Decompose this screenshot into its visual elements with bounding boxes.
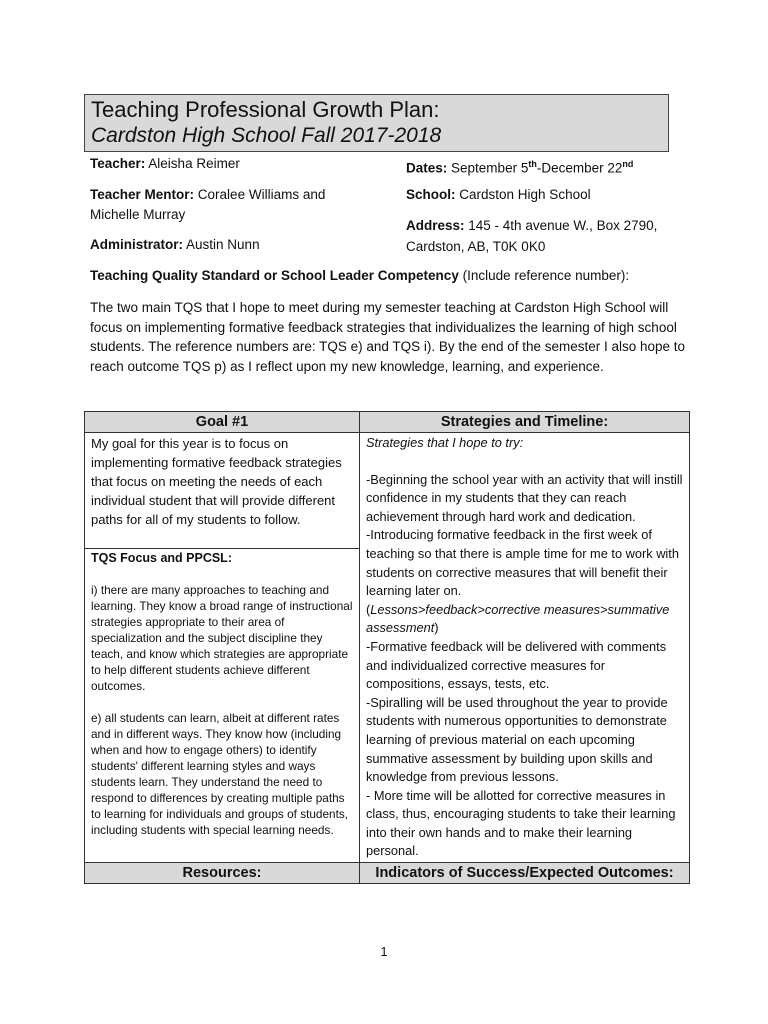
- document-title: Teaching Professional Growth Plan:: [91, 97, 440, 122]
- goal-row: [85, 433, 690, 549]
- strategy-2-sequence: [366, 601, 683, 638]
- teacher-label: Teacher:: [90, 156, 146, 171]
- tqs-heading-label: Teaching Quality Standard or School Leader Competency: [90, 268, 459, 283]
- administrator-label: Administrator:: [90, 237, 184, 252]
- strategy-5: - More time will be allotted for corrective measures in class, thus, encouraging students to take their learning into their own hands and to make their learning personal.: [366, 787, 676, 859]
- resources-header: Resources:: [85, 863, 360, 884]
- dates-end-sup: nd: [622, 159, 634, 169]
- school-label: School:: [406, 187, 456, 202]
- strategy-2-italic: Lessons>feedback>corrective measures>summative assessment: [366, 601, 670, 636]
- teacher-field: [90, 154, 390, 174]
- goal-header: Goal #1: [85, 412, 360, 433]
- title-box: [84, 94, 669, 152]
- strategy-2-paren-open: (: [366, 601, 371, 617]
- address-label: Address:: [406, 218, 465, 233]
- school-field: [406, 185, 706, 205]
- mentor-value: Coralee Williams and Michelle Murray: [90, 187, 326, 222]
- administrator-value: Austin Nunn: [186, 237, 260, 252]
- mentor-label: Teacher Mentor:: [90, 187, 195, 202]
- document-subtitle: Cardston High School Fall 2017-2018: [91, 124, 442, 147]
- tqs-focus-cell: [85, 549, 360, 863]
- goal-text: My goal for this year is to focus on implementing formative feedback strategies that focus on meeting the needs of each individual student that will provide different paths for all of my students to follow.: [85, 433, 360, 549]
- dates-start-sup: th: [528, 159, 537, 169]
- strategy-2-paren-close: ): [434, 620, 439, 636]
- teacher-value: Aleisha Reimer: [148, 156, 240, 171]
- tqs-heading: [90, 268, 629, 283]
- strategies-lead: Strategies that I hope to try:: [366, 435, 524, 450]
- strategy-3: -Formative feedback will be delivered with comments and individualized corrective measures for compositions, essays, tests, etc.: [366, 638, 667, 692]
- tqs-i-text: i) there are many approaches to teaching and learning. They know a broad range of instructional strategies appropriate to their area of specialization and the subject discipline they teach, and know which strategies are appropriate to help different students achieve different outcomes.: [91, 583, 353, 693]
- dates-label: Dates:: [406, 160, 448, 176]
- school-value: Cardston High School: [459, 187, 591, 202]
- table-header-row: [85, 412, 690, 433]
- dates-start: September 5: [451, 160, 529, 176]
- tqs-focus-heading: TQS Focus and PPCSL:: [91, 551, 232, 565]
- strategy-2: -Introducing formative feedback in the first week of teaching so that there is ample time for me to work with students on corrective measures that will benefit their learning later on.: [366, 527, 679, 599]
- page-number: 1: [380, 944, 388, 959]
- strategy-4: -Spiralling will be used throughout the year to provide students with numerous opportunities to demonstrate learning of previous material on each upcoming summative assessment by building upon skills and knowledge from previous lessons.: [366, 694, 668, 785]
- strategy-1: -Beginning the school year with an activity that will instill confidence in my students that they can reach achievement through hard work and dedication.: [366, 471, 683, 524]
- administrator-field: [90, 235, 390, 255]
- dates-field: [406, 154, 706, 179]
- dates-end: -December 22: [536, 160, 623, 176]
- address-line1: 145 - 4th avenue W., Box 2790,: [468, 218, 658, 233]
- address-line2: Cardston, AB, T0K 0K0: [406, 239, 546, 254]
- resources-header-row: [85, 863, 690, 884]
- growth-plan-table: [84, 411, 690, 884]
- strategies-header: Strategies and Timeline:: [360, 412, 690, 433]
- strategies-cell: [360, 433, 690, 863]
- tqs-heading-note: (Include reference number):: [462, 268, 630, 283]
- tqs-e-text: e) all students can learn, albeit at different rates and in different ways. They know how (including when and how to engage others) to identify students' different learning styles and ways students learn. They understand the need to respond to differences by creating multiple paths to learning for individuals and groups of students, including students with special learning needs.: [91, 711, 349, 837]
- address-field: [406, 215, 706, 257]
- indicators-header: Indicators of Success/Expected Outcomes:: [360, 863, 690, 884]
- intro-paragraph: The two main TQS that I hope to meet during my semester teaching at Cardston High School will focus on implementing formative feedback strategies that individualizes the learning of high school students. The reference numbers are: TQS e) and TQS i). By the end of the semester I also hope to reach outcome TQS p) as I reflect upon my new knowledge, learning, and experience.: [90, 300, 686, 374]
- mentor-field: [90, 185, 352, 225]
